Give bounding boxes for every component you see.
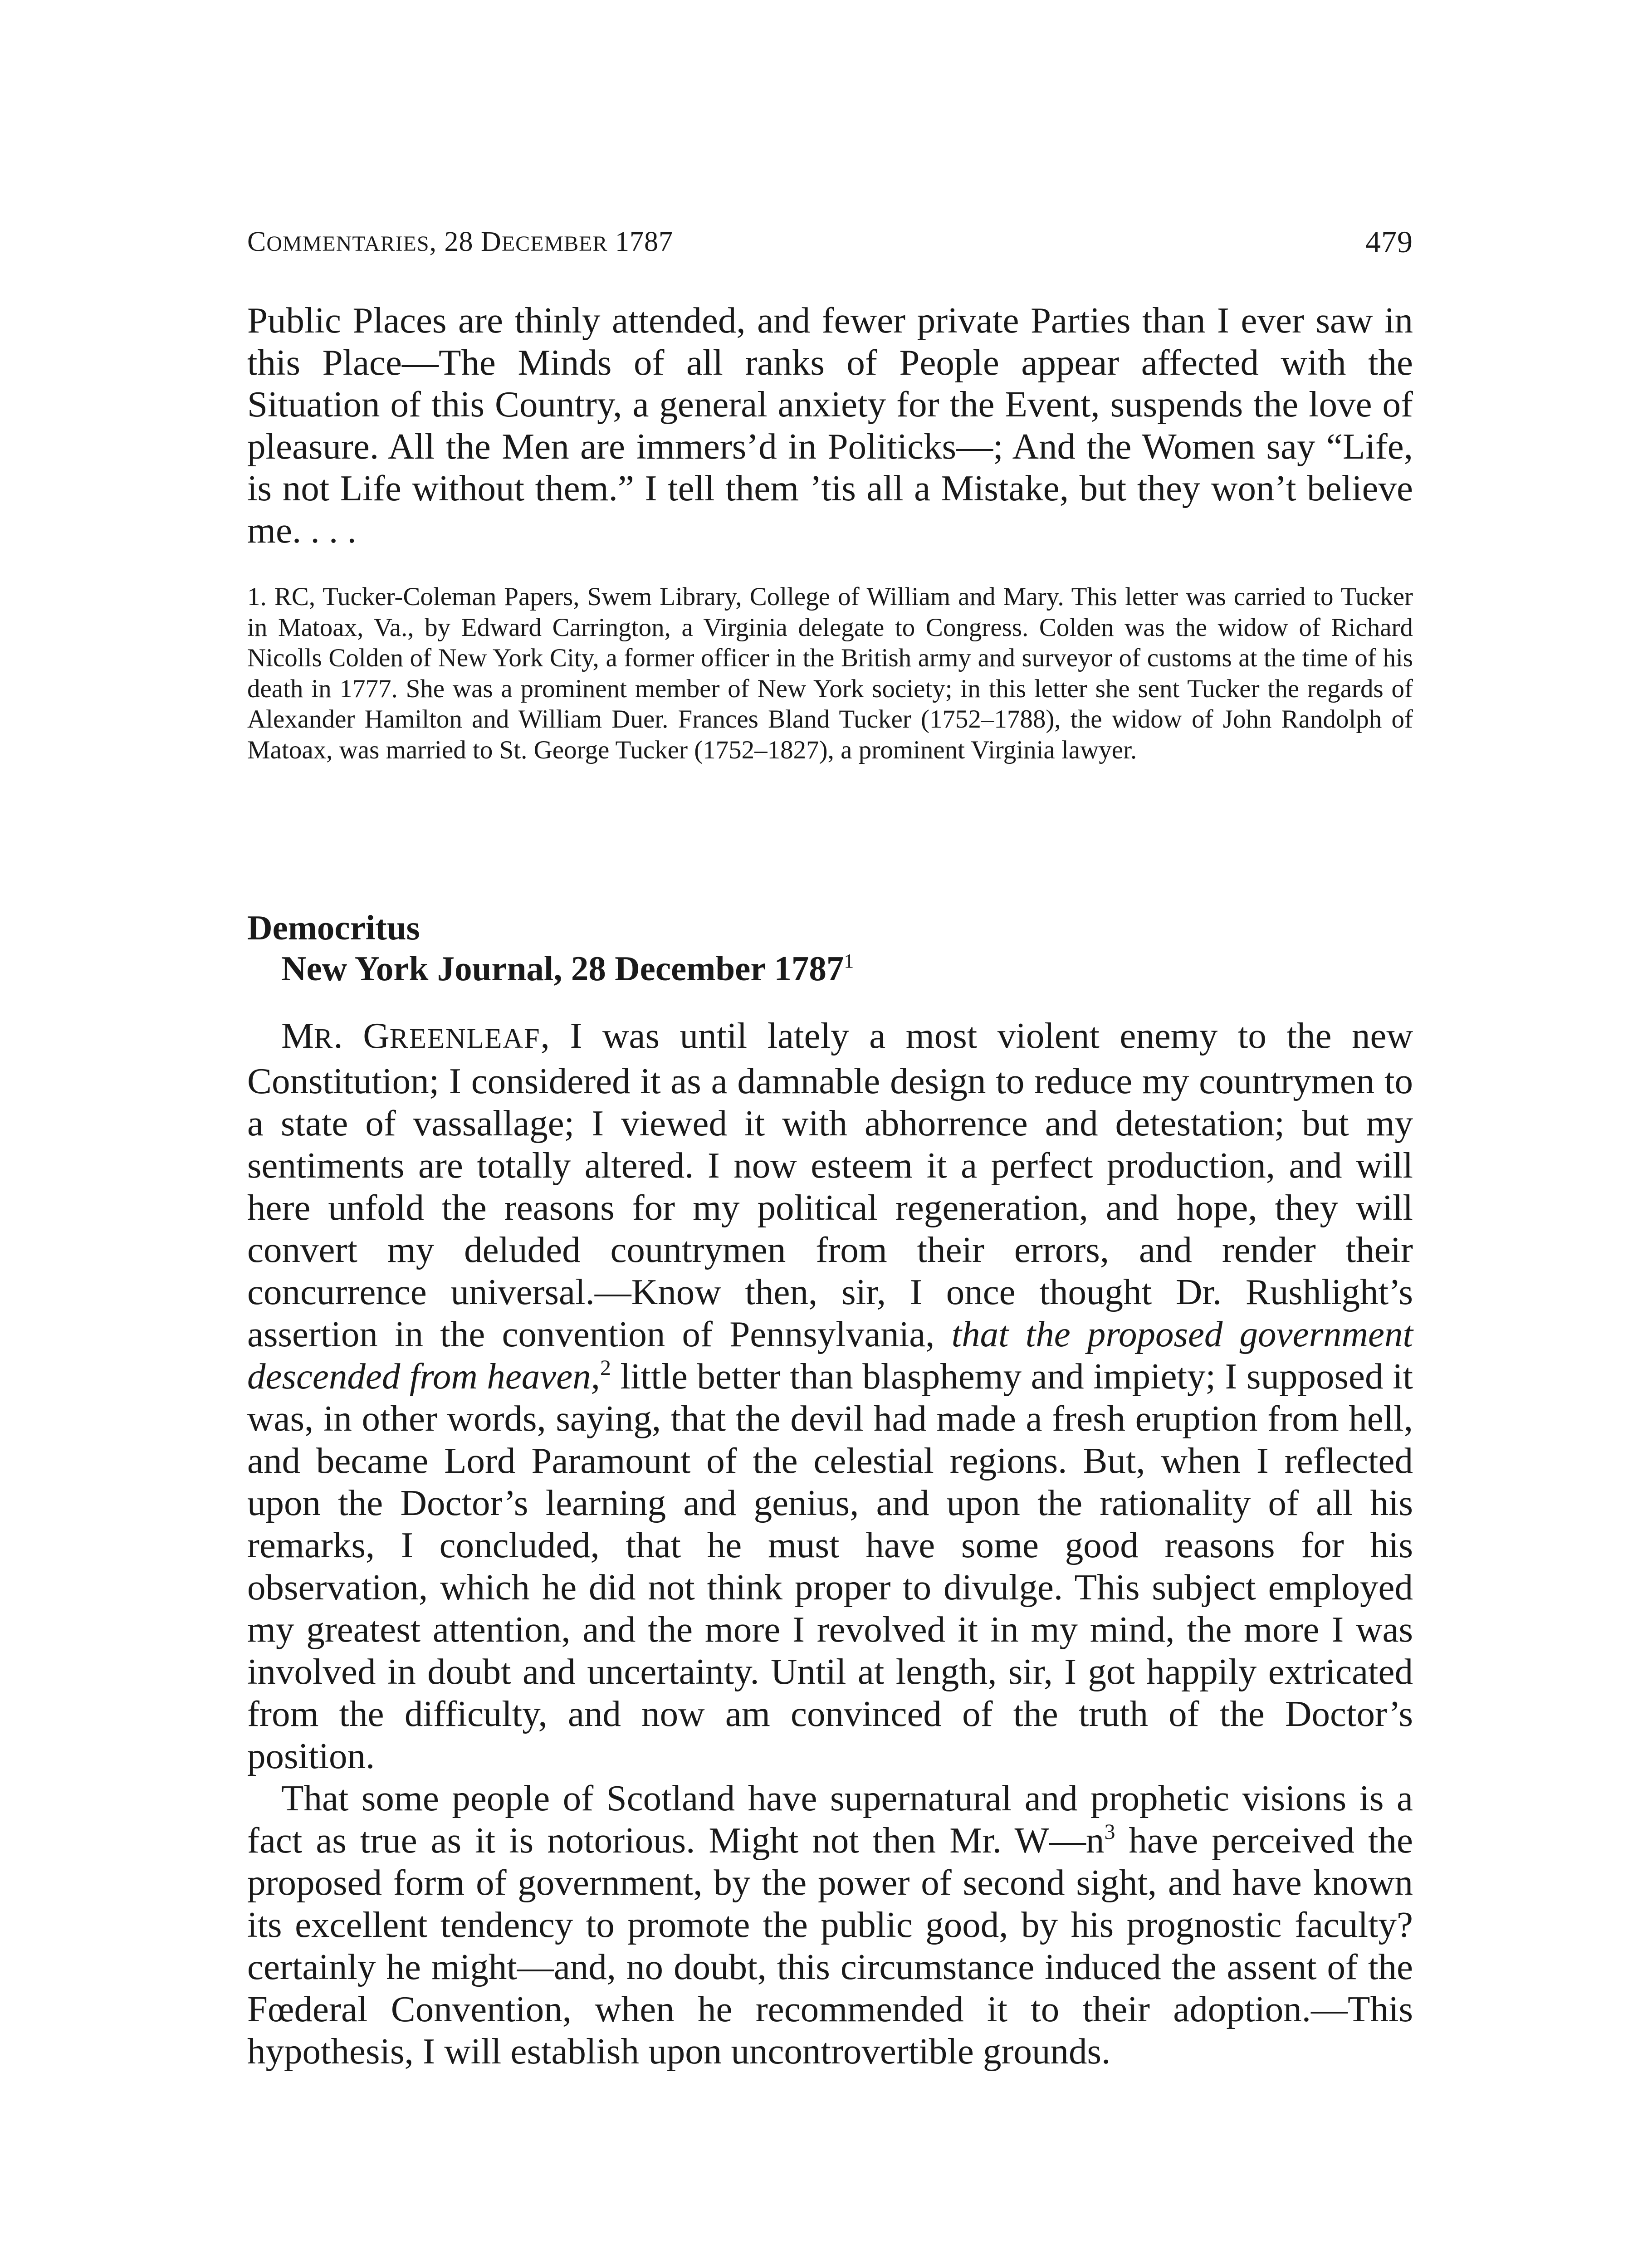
salutation-name-initial: . G xyxy=(333,1015,390,1056)
section-title: Democritus xyxy=(247,908,420,947)
note-mark-2: 2 xyxy=(600,1356,611,1380)
footnote-block xyxy=(247,582,1413,765)
running-header xyxy=(247,221,1413,262)
running-title-smallcaps: OMMENTARIES xyxy=(266,232,430,256)
note-mark-3: 3 xyxy=(1104,1820,1115,1844)
article-body xyxy=(247,1015,1413,2072)
paragraph-2-text-a: That some people of Scotland have supernatural and prophetic visions is a fact as true as it is notorious. Might not then Mr. W—n xyxy=(247,1778,1413,1861)
salutation-smallcaps: R xyxy=(314,1023,334,1054)
running-title xyxy=(247,221,673,264)
continued-letter-text xyxy=(247,299,1413,551)
article-paragraph-1 xyxy=(247,1015,1413,1777)
italic-quotation: that the proposed government descended from heaven, xyxy=(247,1314,1413,1397)
page-number: 479 xyxy=(1365,225,1413,259)
letter-paragraph: Public Places are thinly attended, and fewer private Parties than I ever saw in this Place—The Minds of all ranks of People appear affected with the Situation of this Country, a general anxiety for the Event, suspends the love of pleasure. All the Men are immers’d in Politicks—; And the Women say “Life, is not Life without them.” I tell them ’tis all a Mistake, but they won’t believe me. . . . xyxy=(247,300,1413,551)
paragraph-2-text-b: have perceived the proposed form of government, by the power of second sight, and have known its excellent tendency to promote the public good, by his prognostic faculty? certainly he might—and, no doubt, this circumstance induced the assent of the Fœderal Convention, when he recommended it to their adoption.—This hypothesis, I will establish upon uncontrovertible grounds. xyxy=(247,1820,1413,2072)
running-title-initial: C xyxy=(247,226,267,257)
section-source xyxy=(281,948,1413,989)
running-title-month: ECEMBER xyxy=(501,232,608,256)
paragraph-1-text-b: little better than blasphemy and impiety; I supposed it was, in other words, saying, that the devil had made a fresh eruption from hell, and became Lord Paramount of the celestial regions. But, when I reflected upon the Doctor’s learning and genius, and upon the rationality of all his remarks, I concluded, that he must have some good reasons for his observation, which he did not think proper to divulge. This subject employed my greatest attention, and the more I revolved it in my mind, the more I was involved in doubt and uncertainty. Until at length, sir, I got happily extricated from the difficulty, and now am convinced of the truth of the Doctor’s position. xyxy=(247,1356,1413,1776)
footnote-1: 1. RC, Tucker-Coleman Papers, Swem Library, College of William and Mary. This letter was carried to Tucker in Matoax, Va., by Edward Carrington, a Virginia delegate to Congress. Colden was the widow of Richard Nicolls Colden of New York City, a former officer in the British army and surveyor of customs at the time of his death in 1777. She was a prominent member of New York society; in this letter she sent Tucker the regards of Alexander Hamilton and William Duer. Frances Bland Tucker (1752–1788), the widow of John Randolph of Matoax, was married to St. George Tucker (1752–1827), a prominent Virginia lawyer. xyxy=(247,582,1413,764)
running-title-date-initial: , 28 D xyxy=(429,226,502,257)
salutation-initial: M xyxy=(281,1015,314,1056)
section-source-text: New York Journal, 28 December 1787 xyxy=(281,949,844,988)
section-source-note-mark: 1 xyxy=(844,950,854,972)
article-paragraph-2 xyxy=(247,1777,1413,2072)
salutation-name: REENLEAF xyxy=(389,1023,541,1054)
paragraph-1-text-a: , I was until lately a most violent enemy to the new Constitution; I considered it as a damnable design to reduce my countrymen to a state of vassallage; I viewed it with abhorrence and detestation; but my sentiments are totally altered. I now esteem it a perfect production, and will here unfold the reasons for my political regeneration, and hope, they will convert my deluded countrymen from their errors, and render their concurrence universal.—Know then, sir, I once thought Dr. Rushlight’s assertion in the convention of Pennsylvania, xyxy=(247,1015,1413,1354)
running-title-year: 1787 xyxy=(607,226,673,257)
